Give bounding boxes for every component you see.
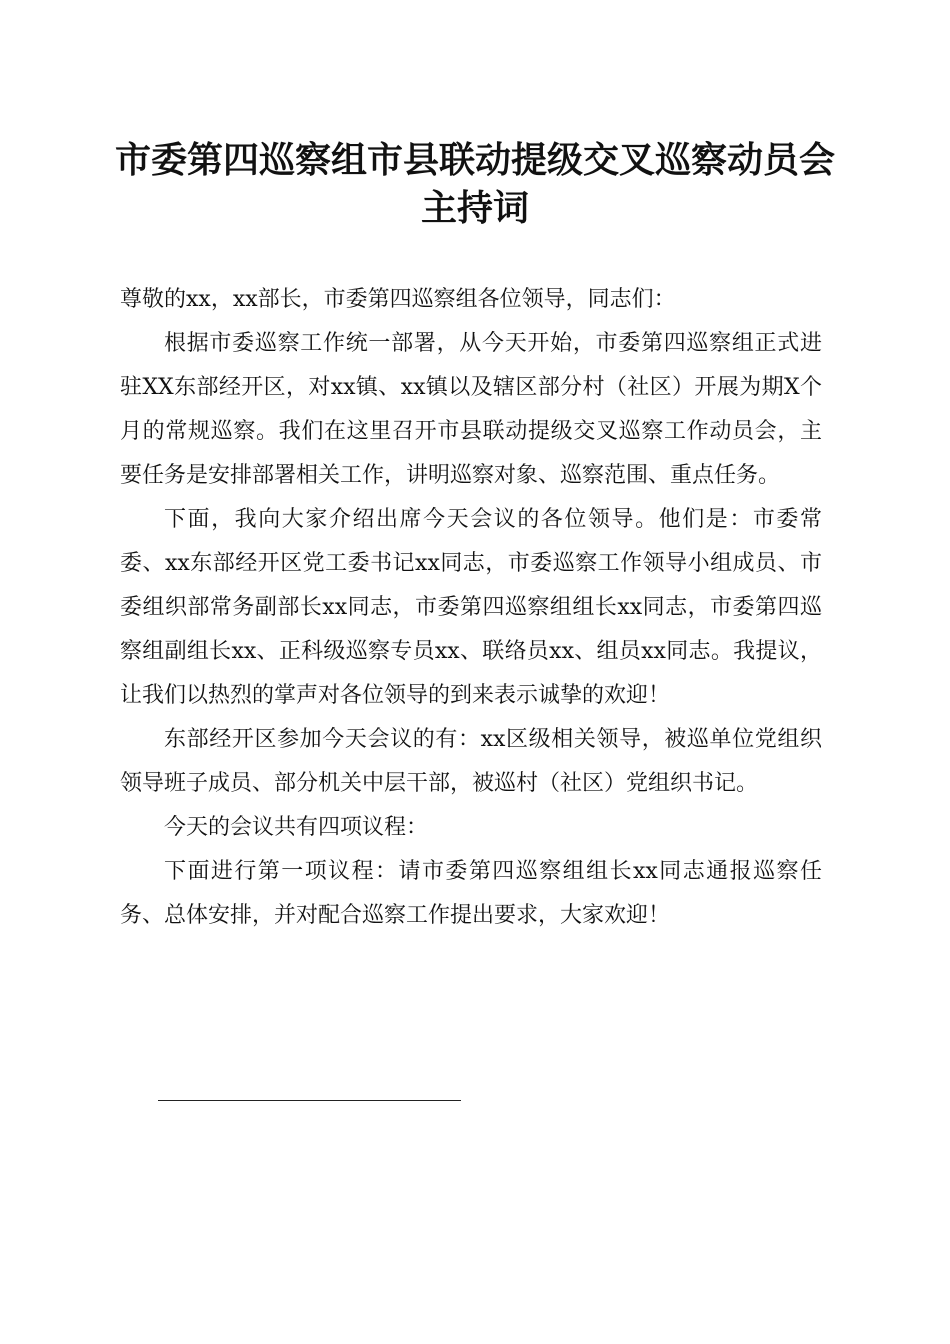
paragraph-agenda-item-one: 下面进行第一项议程：请市委第四巡察组组长xx同志通报巡察任务、总体安排，并对配合巡察工作提出要求，大家欢迎！ bbox=[120, 859, 822, 928]
paragraph-leaders-introduction: 下面，我向大家介绍出席今天会议的各位领导。他们是：市委常委、xx东部经开区党工委书记xx同志，市委巡察工作领导小组成员、市委组织部常务副部长xx同志，市委第四巡察组组长xx同志，市委第四巡察组副组长xx、正科级巡察专员xx、联络员xx、组员xx同志。我提议，让我们以热烈的掌声对各位领导的到来表示诚挚的欢迎！ bbox=[120, 507, 822, 708]
document-title-line-1: 市委第四巡察组市县联动提级交叉巡察动员会 bbox=[114, 139, 835, 181]
salutation: 尊敬的xx，xx部长，市委第四巡察组各位领导，同志们： bbox=[120, 287, 676, 312]
paragraph-attendees: 东部经开区参加今天会议的有：xx区级相关领导，被巡单位党组织领导班子成员、部分机关中层干部，被巡村（社区）党组织书记。 bbox=[120, 727, 822, 796]
document-title-line-2: 主持词 bbox=[420, 187, 529, 229]
separator-line bbox=[158, 1100, 461, 1101]
paragraph-agenda-intro: 今天的会议共有四项议程： bbox=[164, 815, 429, 840]
document-body bbox=[120, 278, 822, 938]
paragraph-deployment: 根据市委巡察工作统一部署，从今天开始，市委第四巡察组正式进驻XX东部经开区，对xx镇、xx镇以及辖区部分村（社区）开展为期X个月的常规巡察。我们在这里召开市县联动提级交叉巡察工作动员会，主要任务是安排部署相关工作，讲明巡察对象、巡察范围、重点任务。 bbox=[120, 331, 822, 488]
